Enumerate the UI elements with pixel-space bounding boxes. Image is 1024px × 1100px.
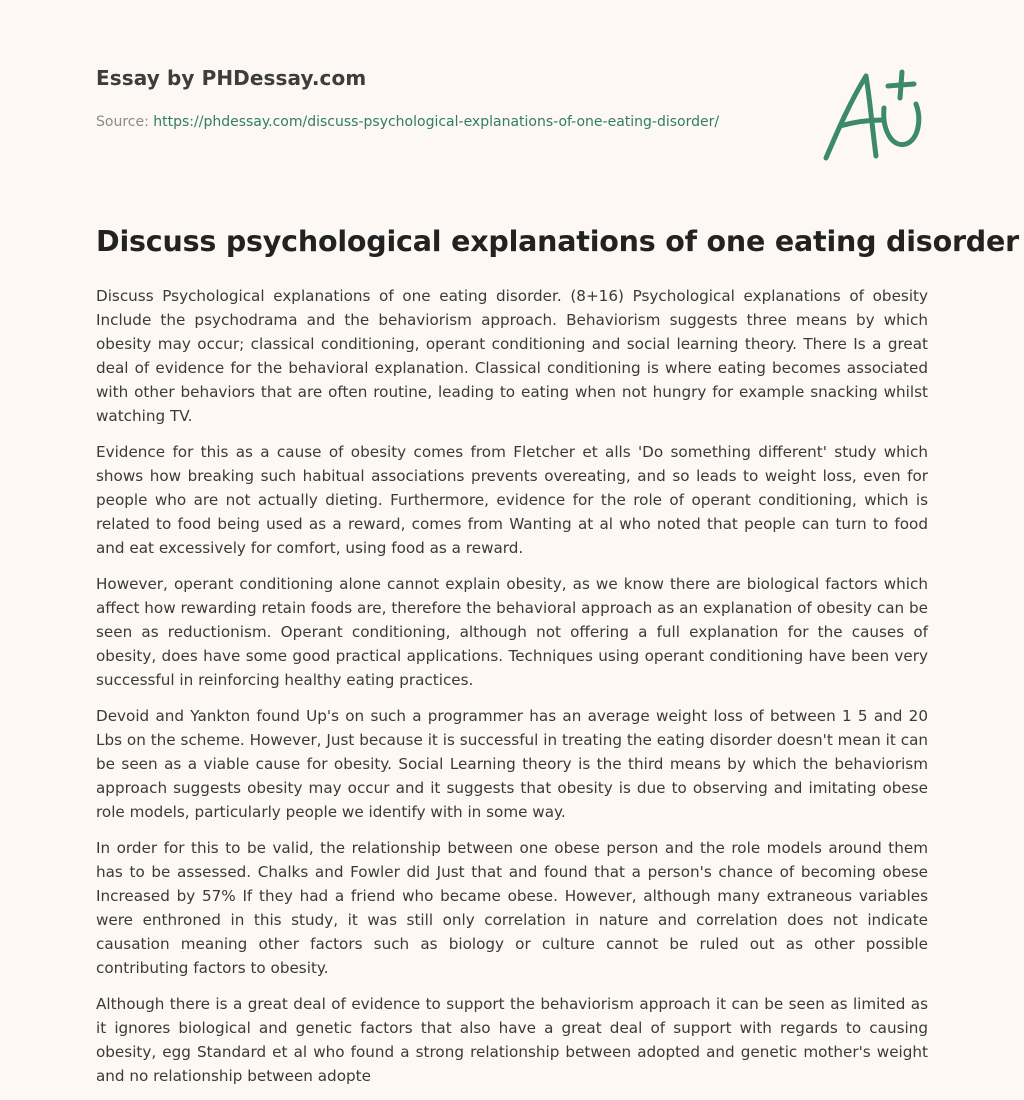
source-line bbox=[96, 111, 736, 134]
essay-paragraph: Evidence for this as a cause of obesity comes from Fletcher et alls 'Do something different' study which shows how breaking such habitual associations prevents overeating, and so leads to weight loss, even for people who are not actually dieting. Furthermore, evidence for the role of operant conditioning, which is related to food being used as a reward, comes from Wanting at al who noted that people can turn to food and eat excessively for comfort, using food as a reward. bbox=[96, 443, 928, 557]
source-label: Source: bbox=[96, 114, 149, 130]
a-plus-logo-icon bbox=[818, 64, 930, 168]
essay-paragraph: Discuss Psychological explanations of one eating disorder. (8+16) Psychological explanations of obesity Include the psychodrama and the behaviorism approach. Behaviorism suggests three means by which obesity may occur; classical conditioning, operant conditioning and social learning theory. There Is a great deal of evidence for the behavioral explanation. Classical conditioning is where eating becomes associated with other behaviors that are often routine, leading to eating when not hungry for example snacking whilst watching TV. bbox=[96, 287, 928, 425]
essay-title: Discuss psychological explanations of one eating disorder bbox=[96, 225, 1019, 258]
essay-body bbox=[96, 284, 928, 1100]
essay-paragraph: However, operant conditioning alone cannot explain obesity, as we know there are biological factors which affect how rewarding retain foods are, therefore the behavioral approach as an explanation of obesity can be seen as reductionism. Operant conditioning, although not offering a full explanation for the causes of obesity, does have some good practical applications. Techniques using operant conditioning have been very successful in reinforcing healthy eating practices. bbox=[96, 575, 928, 689]
site-title: Essay by PHDessay.com bbox=[96, 66, 367, 90]
essay-paragraph: In order for this to be valid, the relationship between one obese person and the role models around them has to be assessed. Chalks and Fowler did Just that and found that a person's chance of becoming obese Increased by 57% If they had a friend who became obese. However, although many extraneous variables were enthroned in this study, it was still only correlation in nature and correlation does not indicate causation meaning other factors such as biology or culture cannot be ruled out as other possible contributing factors to obesity. bbox=[96, 839, 928, 977]
essay-paragraph: Although there is a great deal of evidence to support the behaviorism approach it can be seen as limited as it ignores biological and genetic factors that also have a great deal of support with regards to causing obesity, egg Standard et al who found a strong relationship between adopted and genetic mother's weight and no relationship between adopte bbox=[96, 995, 928, 1085]
source-link[interactable]: https://phdessay.com/discuss-psychological-explanations-of-one-eating-disorder/ bbox=[153, 114, 720, 130]
essay-paragraph: Devoid and Yankton found Up's on such a programmer has an average weight loss of between 1 5 and 20 Lbs on the scheme. However, Just because it is successful in treating the eating disorder doesn't mean it can be seen as a viable cause for obesity. Social Learning theory is the third means by which the behaviorism approach suggests obesity may occur and it suggests that obesity is due to observing and imitating obese role models, particularly people we identify with in some way. bbox=[96, 707, 928, 821]
